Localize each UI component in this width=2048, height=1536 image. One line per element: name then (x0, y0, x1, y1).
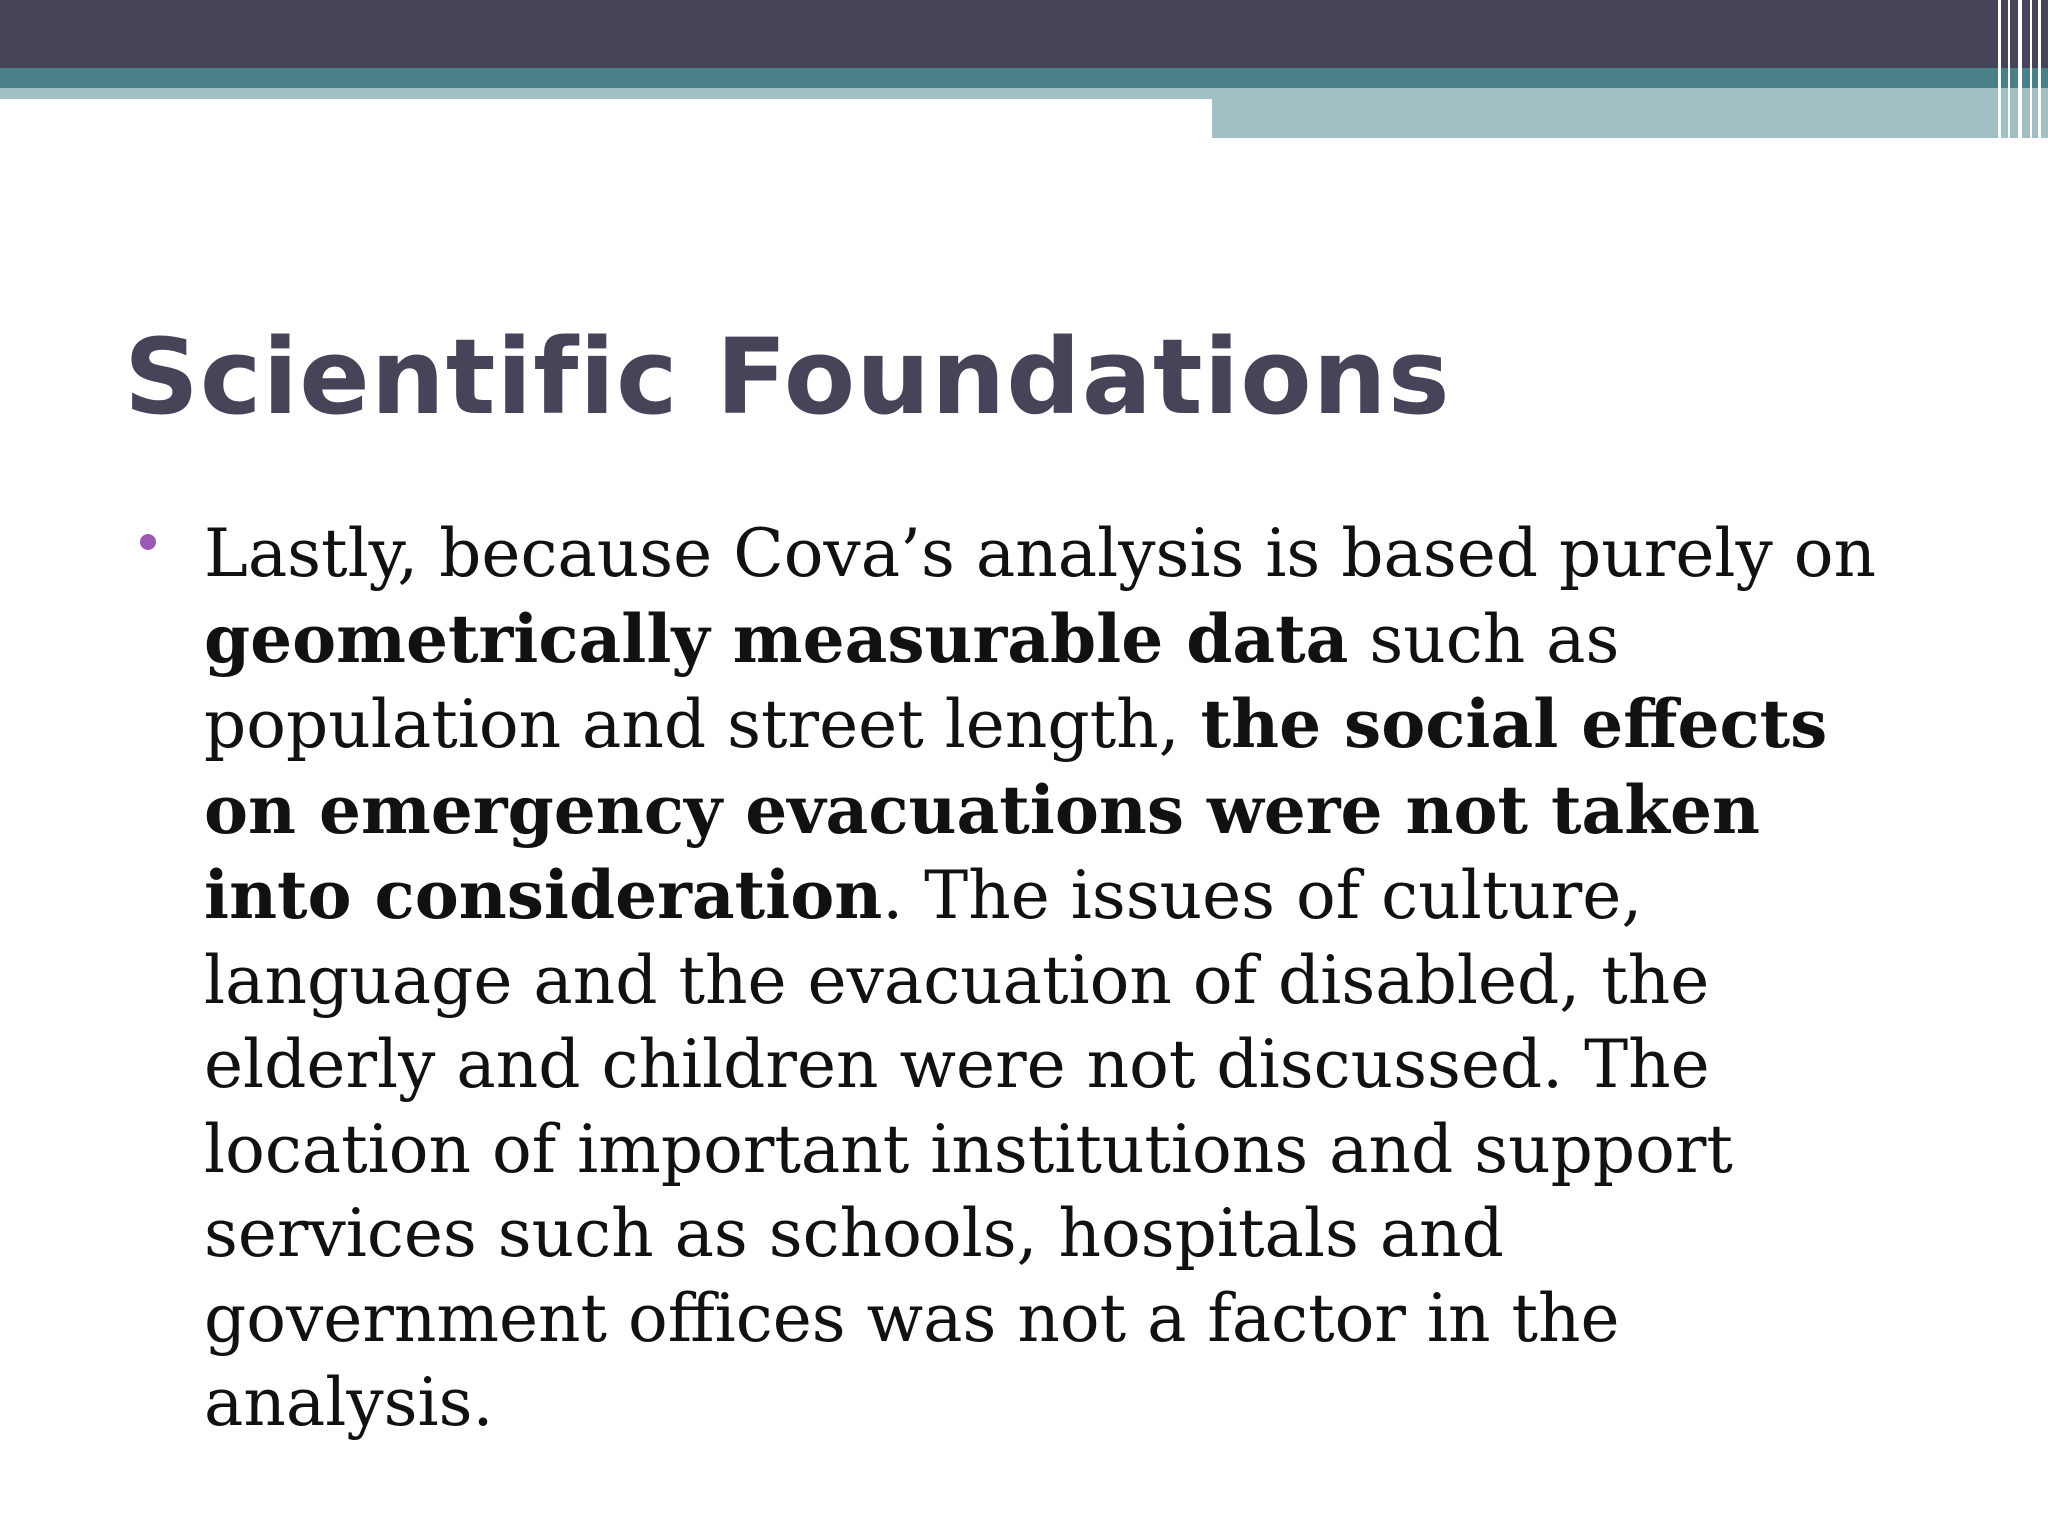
bullet-text-part2: such as population and street length, (204, 600, 1620, 763)
header-band-light-right (1212, 88, 2048, 138)
bullet-text-bold1: geometrically measurable data (204, 599, 1349, 678)
header-stripes (1992, 0, 2048, 138)
header-band-teal (0, 68, 2048, 88)
header-band-light-left (0, 88, 1212, 99)
header-band-dark (0, 0, 2048, 68)
bullet-dot-icon (140, 534, 156, 550)
bullet-text-bold2: the social effects on emergency evacuations were not taken into consideration (204, 685, 1828, 934)
bullet-text (204, 512, 1924, 1446)
slide-title: Scientific Foundations (124, 316, 1451, 438)
bullet-list (140, 512, 1940, 1446)
bullet-text-part3: . The issues of culture, language and the evacuation of disabled, the elderly and children were not discussed. The location of important institutions and support services such as schools, hospitals and government offices was not a factor in the analysis. (204, 857, 1733, 1441)
bullet-text-part1: Lastly, because Cova’s analysis is based purely on (204, 515, 1877, 592)
